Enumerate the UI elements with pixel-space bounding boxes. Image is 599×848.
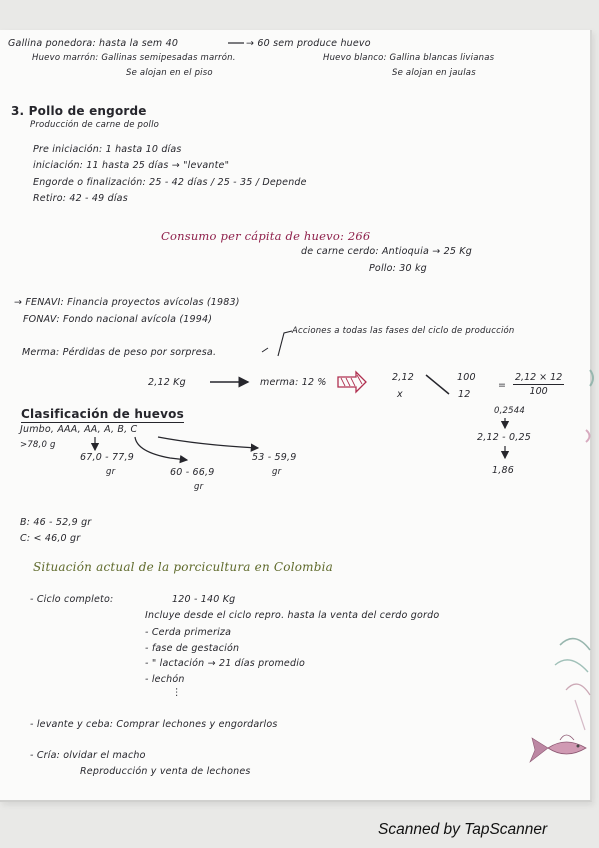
note-consumo-pollo: Pollo: 30 kg [369, 263, 427, 274]
note-retiro: Retiro: 42 - 49 días [33, 193, 128, 204]
section-title-porcicultura: Situación actual de la porcicultura en Colombia [33, 560, 334, 574]
note-gallina-60-sem: → 60 sem produce huevo [246, 38, 371, 49]
section-title-pollo: 3. Pollo de engorde [11, 104, 147, 118]
calc-fraction-denominator: 100 [529, 386, 548, 397]
note-huevo-marron: Huevo marrón: Gallinas semipesadas marrón. [32, 53, 236, 63]
note-fase-gestacion: - fase de gestación [145, 643, 240, 654]
note-ciclo-kg: 120 - 140 Kg [172, 594, 236, 605]
calc-merma-pct: merma: 12 % [260, 377, 327, 388]
note-clasificacion-a: 53 - 59,9 [252, 452, 297, 463]
note-cerda-primeriza: - Cerda primeriza [145, 627, 232, 638]
section-title-clasificacion: Clasificación de huevos [21, 407, 184, 421]
calc-equals: = [498, 380, 507, 391]
note-lactacion: - " lactación → 21 días promedio [145, 658, 306, 669]
note-pollo-produccion: Producción de carne de pollo [30, 120, 160, 130]
calc-rule-2-12: 2,12 [392, 372, 414, 383]
note-engorde: Engorde o finalización: 25 - 42 días / 25 - 35 / Depende [33, 177, 307, 188]
calc-rule-12: 12 [458, 389, 471, 400]
note-clasificacion-jumbo: >78,0 g [20, 440, 56, 450]
note-fonav: FONAV: Fondo nacional avícola (1994) [23, 314, 213, 325]
note-clasificacion-aa-unit: gr [194, 482, 204, 492]
calc-rule-x: x [397, 389, 403, 400]
calc-result-subtraction: 2,12 - 0,25 [477, 432, 531, 443]
note-cria: - Cría: olvidar el macho [30, 750, 146, 761]
note-levante-ceba: - levante y ceba: Comprar lechones y engordarlos [30, 719, 278, 730]
note-huevo-marron-piso: Se alojan en el piso [126, 68, 213, 78]
note-clasificacion-aaa: 67,0 - 77,9 [80, 452, 134, 463]
note-cria-reproduccion: Reproducción y venta de lechones [80, 766, 251, 777]
note-ciclo-completo: - Ciclo completo: [30, 594, 114, 605]
note-clasificacion-grades: Jumbo, AAA, AA, A, B, C [20, 424, 138, 435]
note-huevo-blanco-jaulas: Se alojan en jaulas [392, 68, 476, 78]
note-clasificacion-b: B: 46 - 52,9 gr [20, 517, 92, 528]
note-gallina-ponedora: Gallina ponedora: hasta la sem 40 [8, 38, 179, 49]
calc-fraction-numerator: 2,12 × 12 [515, 372, 563, 383]
note-merma: Merma: Pérdidas de peso por sorpresa. [22, 347, 217, 358]
calc-result-final: 1,86 [492, 465, 514, 476]
scanner-watermark: Scanned by TapScanner [378, 821, 548, 838]
calc-rule-100: 100 [457, 372, 476, 383]
note-ciclo-incluye: Incluye desde el ciclo repro. hasta la venta del cerdo gordo [145, 610, 440, 621]
calc-merma-kg: 2,12 Kg [148, 377, 186, 388]
note-clasificacion-c: C: < 46,0 gr [20, 533, 81, 544]
note-pre-iniciacion: Pre iniciación: 1 hasta 10 días [33, 144, 182, 155]
note-huevo-blanco: Huevo blanco: Gallina blancas livianas [323, 53, 495, 63]
calc-result-product: 0,2544 [494, 406, 525, 416]
note-clasificacion-a-unit: gr [272, 467, 282, 477]
note-fenavi: → FENAVI: Financia proyectos avícolas (1983) [14, 297, 240, 308]
note-clasificacion-aaa-unit: gr [106, 467, 116, 477]
note-iniciacion: iniciación: 11 hasta 25 días → "levante" [33, 160, 230, 171]
note-lechon: - lechón [145, 674, 185, 685]
note-consumo-huevo: Consumo per cápita de huevo: 266 [161, 229, 371, 243]
calc-fraction [513, 372, 564, 397]
note-acciones: Acciones a todas las fases del ciclo de producción [292, 326, 515, 336]
note-consumo-cerdo: de carne cerdo: Antioquia → 25 Kg [301, 246, 472, 257]
note-clasificacion-aa: 60 - 66,9 [170, 467, 215, 478]
note-dots: ⋮ [172, 687, 182, 698]
